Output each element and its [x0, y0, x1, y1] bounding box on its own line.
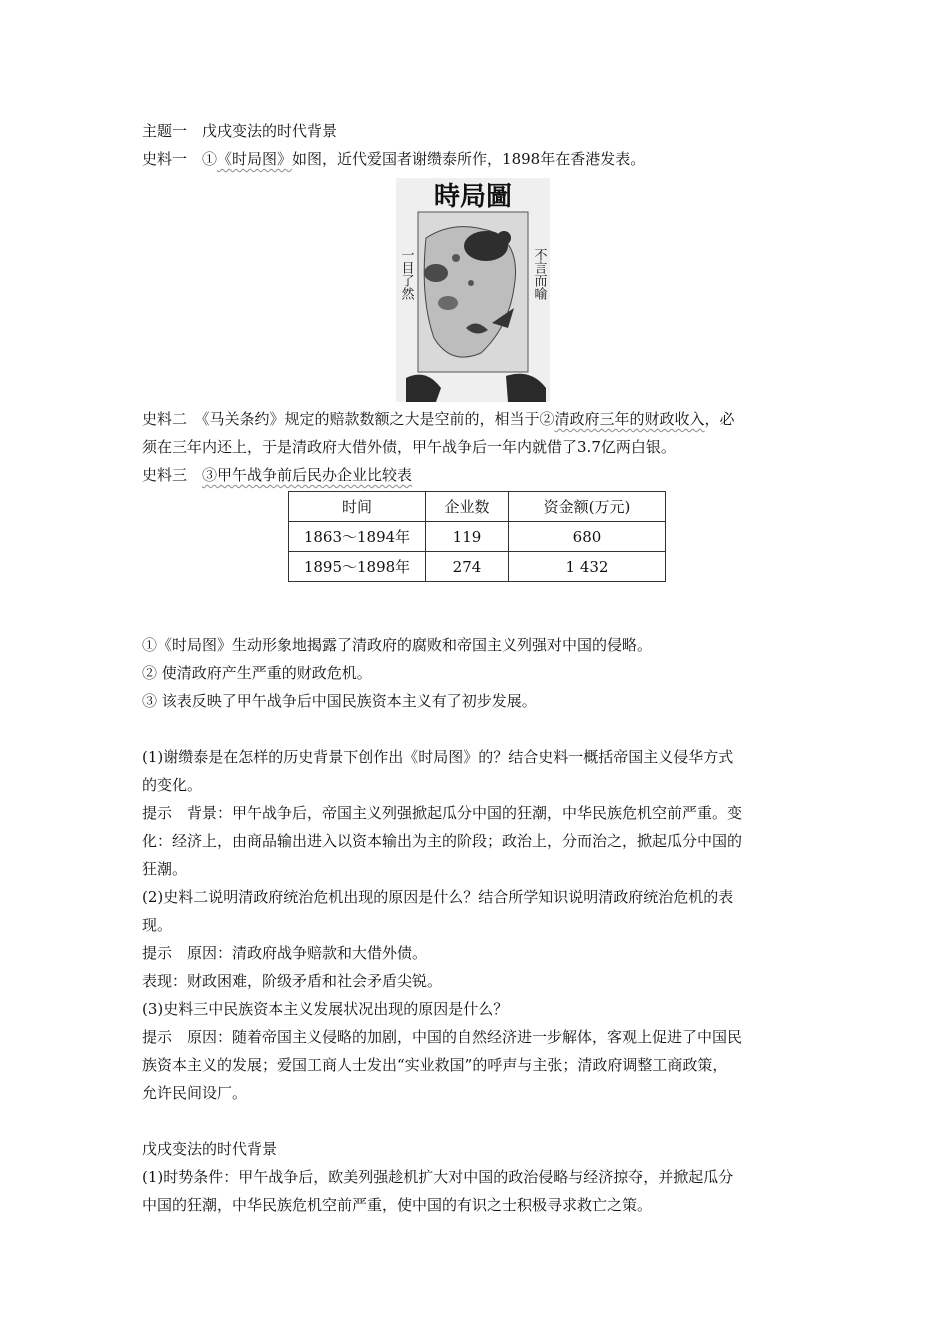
- table-cell: 1 432: [509, 552, 666, 582]
- summary-title: 戊戌变法的时代背景: [142, 1140, 278, 1158]
- question-2-line-1: (2)史料二说明清政府统治危机出现的原因是什么？结合所学知识说明清政府统治危机的表: [142, 888, 734, 906]
- table-header-row: [289, 492, 666, 522]
- note-3: ③ 该表反映了甲午战争后中国民族资本主义有了初步发展。: [142, 692, 537, 710]
- source-two-line-1: [142, 408, 735, 430]
- table-cell: 1895～1898年: [289, 552, 426, 582]
- source-three-label: 史料三: [142, 466, 203, 484]
- summary-line-1: (1)时势条件：甲午战争后，欧美列强趁机扩大对中国的政治侵略与经济掠夺，并掀起瓜分: [142, 1168, 734, 1186]
- table-cell: 1863～1894年: [289, 522, 426, 552]
- hint-1-line-2: 化：经济上，由商品输出进入以资本输出为主的阶段；政治上，分而治之，掀起瓜分中国的: [142, 832, 743, 850]
- question-1-line-2: 的变化。: [142, 776, 203, 794]
- shijutu-image: [396, 178, 550, 402]
- question-3-line-1: (3)史料三中民族资本主义发展状况出现的原因是什么？: [142, 1000, 509, 1018]
- hint-3-line-3: 允许民间设厂。: [142, 1084, 248, 1102]
- enterprise-comparison-table: [288, 491, 666, 582]
- question-2-line-2: 现。: [142, 916, 173, 934]
- note-1: ①《时局图》生动形象地揭露了清政府的腐败和帝国主义列强对中国的侵略。: [142, 636, 653, 654]
- figure-right-caption: 不言而喻: [531, 248, 547, 300]
- source-one-marker: ①: [202, 150, 218, 168]
- source-one-line: [142, 148, 645, 170]
- question-1-line-1: (1)谢缵泰是在怎样的历史背景下创作出《时局图》的？结合史料一概括帝国主义侵华方式: [142, 748, 734, 766]
- note-2: ② 使清政府产生严重的财政危机。: [142, 664, 372, 682]
- hint-1-line-1: 提示 背景：甲午战争后，帝国主义列强掀起瓜分中国的狂潮，中华民族危机空前严重。变: [142, 804, 743, 822]
- figure-title: 時局圖: [433, 182, 513, 212]
- table-header-cell: 企业数: [426, 492, 509, 522]
- source-two-label: 史料二: [142, 410, 203, 428]
- source-two-line-2: 须在三年内还上，于是清政府大借外债，甲午战争后一年内就借了3.7亿两白银。: [142, 438, 676, 456]
- source-one-title: 《时局图》: [217, 150, 293, 168]
- source-three-line: [142, 464, 412, 486]
- theme-title: 主题一 戊戌变法的时代背景: [142, 122, 338, 140]
- hint-2-line-2: 表现：财政困难，阶级矛盾和社会矛盾尖锐。: [142, 972, 443, 990]
- hint-3-line-1: 提示 原因：随着帝国主义侵略的加剧，中国的自然经济进一步解体，客观上促进了中国民: [142, 1028, 743, 1046]
- source-three-title: ③甲午战争前后民办企业比较表: [202, 466, 413, 484]
- source-two-underlined: 清政府三年的财政收入: [554, 410, 705, 428]
- figure-left-caption: 一目了然: [398, 248, 414, 300]
- table-cell: 274: [426, 552, 509, 582]
- table-cell: 119: [426, 522, 509, 552]
- table-row: [289, 552, 666, 582]
- table-header-cell: 资金额(万元): [509, 492, 666, 522]
- hint-3-line-2: 族资本主义的发展；爱国工商人士发出“实业救国”的呼声与主张；清政府调整工商政策，: [142, 1056, 728, 1074]
- source-two-text-a: 《马关条约》规定的赔款数额之大是空前的，相当于②: [202, 410, 555, 428]
- source-one-text: 如图，近代爱国者谢缵泰所作，1898年在香港发表。: [292, 150, 646, 168]
- hint-2-line-1: 提示 原因：清政府战争赔款和大借外债。: [142, 944, 428, 962]
- table-header-cell: 时间: [289, 492, 426, 522]
- source-one-label: 史料一: [142, 150, 203, 168]
- table-cell: 680: [509, 522, 666, 552]
- summary-line-2: 中国的狂潮，中华民族危机空前严重，使中国的有识之士积极寻求救亡之策。: [142, 1196, 653, 1214]
- table-row: [289, 522, 666, 552]
- shijutu-illustration: [396, 178, 550, 402]
- hint-1-line-3: 狂潮。: [142, 860, 188, 878]
- source-two-text-b: ，必: [704, 410, 735, 428]
